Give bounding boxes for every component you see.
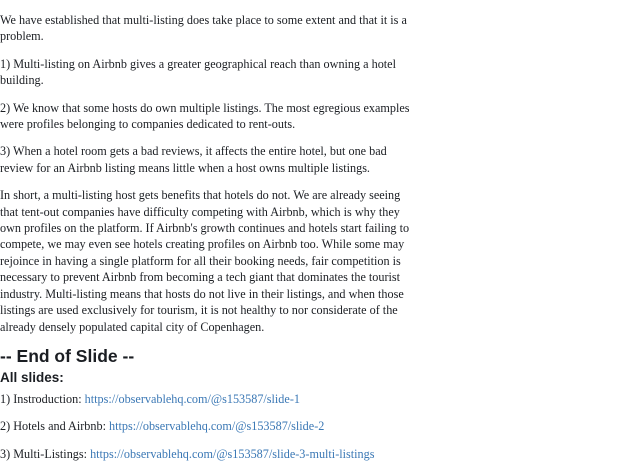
slide-link[interactable]: https://observablehq.com/@s153587/slide-3-multi-listings (90, 446, 375, 461)
slide-link-label: 1) Instroduction: (0, 391, 85, 406)
point-3-paragraph: 3) When a hotel room gets a bad reviews, it affects the entire hotel, but one bad review for an Airbnb listing means little when a host owns multiple listings. (0, 144, 387, 175)
slide-link-item (0, 446, 420, 462)
slide-link-label: 2) Hotels and Airbnb: (0, 419, 109, 434)
point-1-paragraph: 1) Multi-listing on Airbnb gives a greater geographical reach than owning a hotel building. (0, 56, 396, 88)
end-of-slide-heading: -- End of Slide -- (0, 345, 135, 366)
slide-link-list (0, 391, 420, 462)
slide-link-item (0, 391, 420, 407)
slide-link[interactable]: https://observablehq.com/@s153587/slide-1 (84, 391, 300, 406)
point-2-paragraph: 2) We know that some hosts do own multiple listings. The most egregious examples were profiles belonging to companies dedicated to rent-outs. (0, 100, 410, 132)
summary-paragraph: In short, a multi-listing host gets benefits that hotels do not. We are already seeing that tent-out companies have difficulty competing with Airbnb, which is why they own profiles on the platform. If Airbnb's growth continues and hotels start failing to compete, we may even see hotels creating profiles on Airbnb too. While some may rejoince in having a single platform for all their booking needs, fair competition is necessary to prevent Airbnb from becoming a tech giant that dominates the tourist industry. Multi-listing means that hosts do not live in their listings, and when those listings are used exclusively for tourism, it is not healthy to nor considerate of the already densely populated capital city of Copenhagen. (0, 188, 410, 334)
slide-link[interactable]: https://observablehq.com/@s153587/slide-2 (109, 419, 325, 434)
intro-paragraph: We have established that multi-listing does take place to some extent and that it is a problem. (0, 13, 407, 44)
all-slides-heading: All slides: (0, 369, 64, 385)
slide-link-item (0, 418, 420, 434)
slide-link-label: 3) Multi-Listings: (0, 446, 91, 461)
